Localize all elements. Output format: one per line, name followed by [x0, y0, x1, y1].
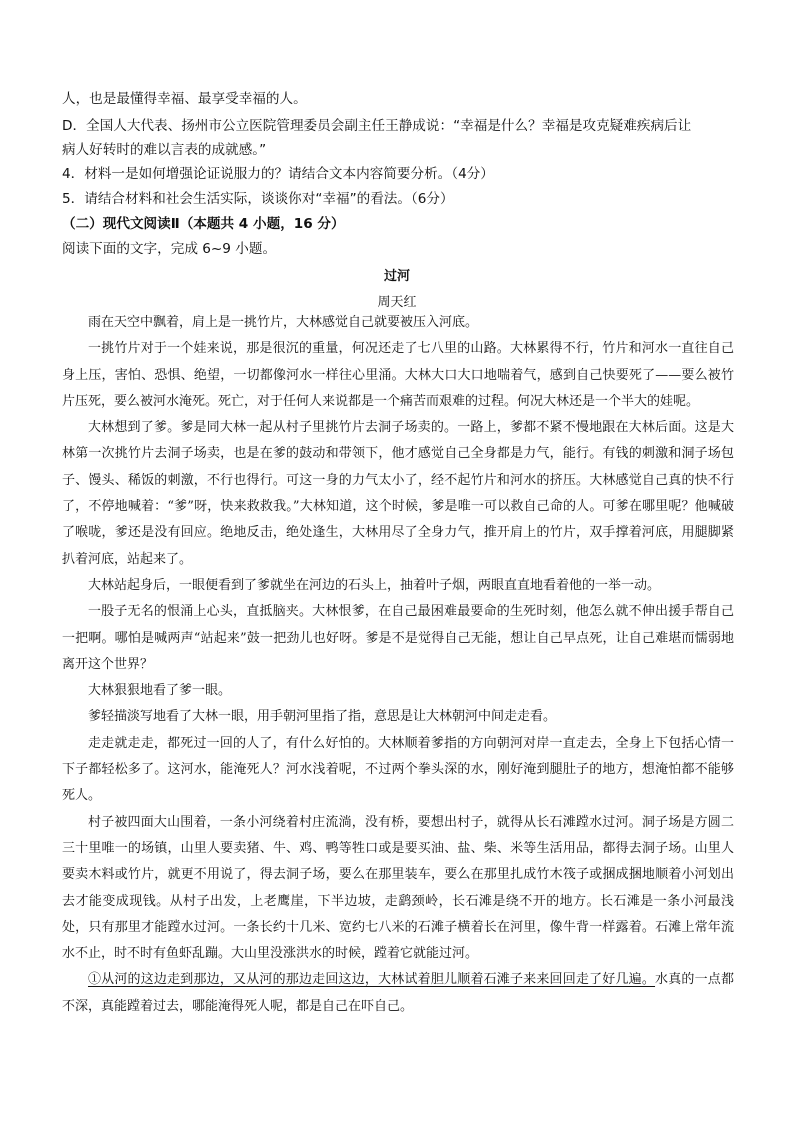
text-line-1: 人，也是最懂得幸福、最享受幸福的人。	[62, 91, 307, 107]
question-5: 5．请结合材料和社会生活实际，谈谈你对“幸福”的看法。（6分）	[62, 191, 454, 207]
section-heading: （二）现代文阅读Ⅱ（本题共 4 小题，16 分）	[62, 216, 345, 232]
underlined-sentence: ①从河的这边走到那边，又从河的那边走回这边，大林试着胆儿顺着石滩子来来回回走了好几遍。	[88, 972, 656, 988]
story-paragraph: 一股子无名的恨涌上心头，直抵脑夹。大林恨爹，在自己最困难最要命的生死时刻，他怎么就不伸出援手帮自己一把啊。哪怕是喊两声“站起来”鼓一把劲儿也好呀。爹是不是觉得自己无能，想让自己早点死，让自己难堪而懦弱地离开这个世界？	[62, 604, 734, 672]
story-paragraph-tail: 水真的一点都不深，真能蹚着过去，哪能淹得死人呢，都是自己在吓自己。	[62, 972, 734, 1014]
option-d-line-2: 病人好转时的难以言表的成就感。”	[62, 142, 267, 158]
story-paragraph: 一挑竹片对于一个娃来说，那是很沉的重量，何况还走了七八里的山路。大林累得不行，竹片和河水一直往自己身上压，害怕、恐惧、绝望，一切都像河水一样往心里涌。大林大口大口地喘着气，感到自己快要死了——要么被竹片压死，要么被河水淹死。死亡，对于任何人来说都是一个痛苦而艰难的过程。何况大林还是一个半大的娃呢。	[62, 341, 734, 409]
story-paragraph: 大林想到了爹。爹是同大林一起从村子里挑竹片去洞子场卖的。一路上，爹都不紧不慢地跟在大林后面。这是大林第一次挑竹片去洞子场卖，也是在爹的鼓动和带领下，他才感觉自己全身都是力气，能行。有钱的刺激和洞子场包子、馒头、稀饭的刺激，不行也得行。可这一身的力气太小了，经不起竹片和河水的挤压。大林感觉自己真的快不行了，不停地喊着：“爹”呀，快来救救我。”大林知道，这个时候，爹是唯一可以救自己命的人。可爹在哪里呢？他喊破了喉咙，爹还是没有回应。绝地反击，绝处逢生，大林用尽了全身力气，推开肩上的竹片，双手撑着河底，用腿脚紧扒着河底，站起来了。	[62, 420, 734, 567]
story-title: 过河	[383, 269, 410, 284]
story-paragraph-last	[62, 967, 734, 1020]
story-paragraph: 大林狠狠地看了爹一眼。	[88, 683, 232, 699]
story-paragraph: 爹轻描淡写地看了大林一眼，用手朝河里指了指，意思是让大林朝河中间走走看。	[88, 709, 557, 725]
reading-instruction: 阅读下面的文字，完成 6~9 小题。	[62, 241, 277, 257]
story-paragraph: 大林站起身后，一眼便看到了爹就坐在河边的石头上，抽着叶子烟，两眼直直地看着他的一举一动。	[88, 577, 661, 593]
story-paragraph: 雨在天空中飘着，肩上是一挑竹片，大林感觉自己就要被压入河底。	[88, 315, 479, 330]
story-author: 周天红	[377, 295, 417, 310]
story-paragraph: 走走就走走，都死过一回的人了，有什么好怕的。大林顺着爹指的方向朝河对岸一直走去，全身上下包括心情一下子都轻松多了。这河水，能淹死人？河水浅着呢，不过两个拳头深的水，刚好淹到腿肚子的地方，想淹怕都不能够死人。	[62, 735, 734, 804]
question-4: 4．材料一是如何增强论证说服力的？请结合文本内容简要分析。（4分）	[62, 166, 494, 182]
option-d-line-1: D．全国人大代表、扬州市公立医院管理委员会副主任王静成说：“幸福是什么？幸福是攻克疑难疾病后让	[62, 118, 692, 134]
story-paragraph: 村子被四面大山围着，一条小河绕着村庄流淌，没有桥，要想出村子，就得从长石滩蹚水过河。洞子场是方圆二三十里唯一的场镇，山里人要卖猪、牛、鸡、鸭等牲口或是要买油、盐、柴、米等生活用品，都得去洞子场。山里人要卖木料或竹片，就更不用说了，得去洞子场，要么在那里装车，要么在那里扎成竹木筏子或捆成捆地顺着小河划出去才能变成现钱。从村子出发，上老鹰崖，下半边坡，走鹞颈岭，长石滩是绕不开的地方。长石滩是一条小河最浅处，只有那里才能蹚水过河。一条长约十几米、宽约七八米的石滩子横着长在河里，像牛背一样露着。石滩上常年流水不止，时不时有鱼虾乱蹦。大山里没涨洪水的时候，蹚着它就能过河。	[62, 814, 734, 962]
story-body	[62, 310, 734, 1020]
